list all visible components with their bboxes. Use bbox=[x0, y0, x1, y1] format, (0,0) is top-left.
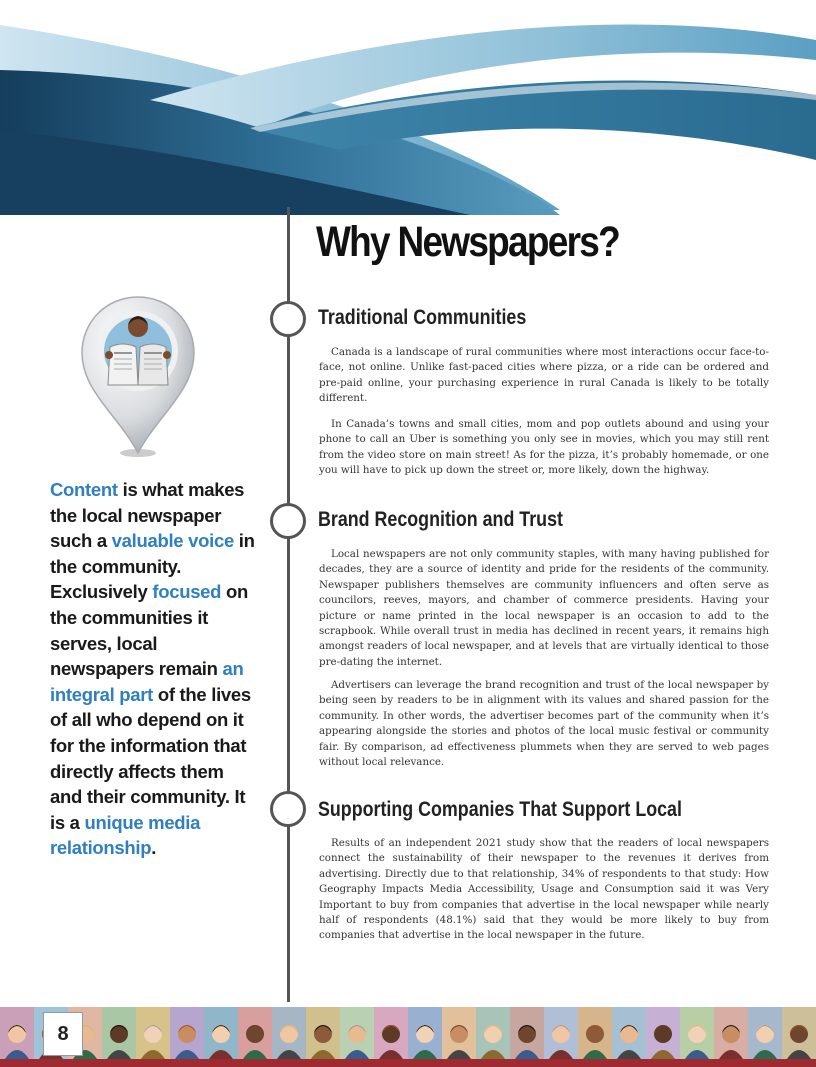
page-number: 8 bbox=[43, 1012, 83, 1056]
section-title-traditional-communities: Traditional Communities bbox=[318, 306, 527, 329]
footer-people-strip bbox=[0, 1007, 816, 1067]
timeline-node-2 bbox=[270, 503, 306, 539]
quote-highlight: focused bbox=[152, 581, 222, 603]
supporting-companies-paragraph-1: Results of an independent 2021 study show that the readers of local newspapers connect the sustainability of their newspaper to the revenues it derives from advertising. Directly due to that relationship, 34% of respondents to that study: How Geography Impacts Media Accessibility, Usage and Consumption said it was Very Important to buy from companies that advertise in the local newspaper while nearly half of respondents (48.1%) said that they would be more likely to buy from companies that advertise in the local newspaper in the future. bbox=[319, 837, 769, 942]
quote-text: . bbox=[151, 837, 157, 859]
quote-text: of the lives of all who depend on it for the information that directly affects them and their community. It is a bbox=[50, 683, 251, 833]
quote-text: is what makes the local newspaper such a bbox=[50, 479, 245, 552]
page-title: Why Newspapers? bbox=[316, 218, 620, 266]
quote-highlight: unique media relationship bbox=[50, 811, 201, 859]
brand-recognition-paragraph-2: Advertisers can leverage the brand recognition and trust of the local newspaper by being seen by readers to be in alignment with its values and shared passion for the community. In other words, the advertiser becomes part of the community when it’s appearing alongside the stories and photos of the local music festival or community fair. By comparison, ad effectiveness plummets when they are served to web pages without local relevance. bbox=[319, 679, 769, 769]
brand-recognition-paragraph-1: Local newspapers are not only community staples, with many having published for decades, they are a source of identity and pride for the residents of the community. Newspaper publishers themselves are community influencers and often serve as councilors, reeves, mayors, and chamber of commerce presidents. Having your picture or name printed in the local newspaper is an occasion to add to the scrapbook. While overall trust in media has declined in recent years, it remains high amongst readers of local newspaper, and at levels that are virtually identical to those pre-dating the internet. bbox=[319, 548, 769, 668]
sidebar-pull-quote bbox=[50, 477, 255, 861]
header-wave-graphic bbox=[0, 0, 816, 215]
quote-text: in the community. Exclusively bbox=[50, 530, 255, 603]
traditional-communities-paragraph-2: In Canada’s towns and small cities, mom and pop outlets abound and using your phone to call an Uber is something you only see in movies, which you may still rent from the video store on main street! As for the pizza, it’s probably homemade, or one you will have to pick up down the street or, more likely, down the highway. bbox=[319, 418, 769, 477]
quote-highlight: valuable voice bbox=[111, 530, 234, 552]
map-pin-icon bbox=[78, 295, 198, 460]
quote-text: on the communities it serves, local newspapers remain bbox=[50, 581, 249, 680]
section-title-brand-recognition: Brand Recognition and Trust bbox=[318, 508, 563, 531]
section-title-supporting-companies: Supporting Companies That Support Local bbox=[318, 798, 682, 821]
timeline-node-3 bbox=[270, 791, 306, 827]
traditional-communities-paragraph-1: Canada is a landscape of rural communities where most interactions occur face-to-face, not online. Unlike fast-paced cities where pizza, or a ride can be ordered and pre-paid online, your purchasing experience in rural Canada is likely to be totally different. bbox=[319, 346, 769, 405]
quote-highlight: an integral part bbox=[50, 658, 244, 705]
quote-highlight: Content bbox=[50, 479, 118, 500]
timeline-node-1 bbox=[270, 301, 306, 337]
